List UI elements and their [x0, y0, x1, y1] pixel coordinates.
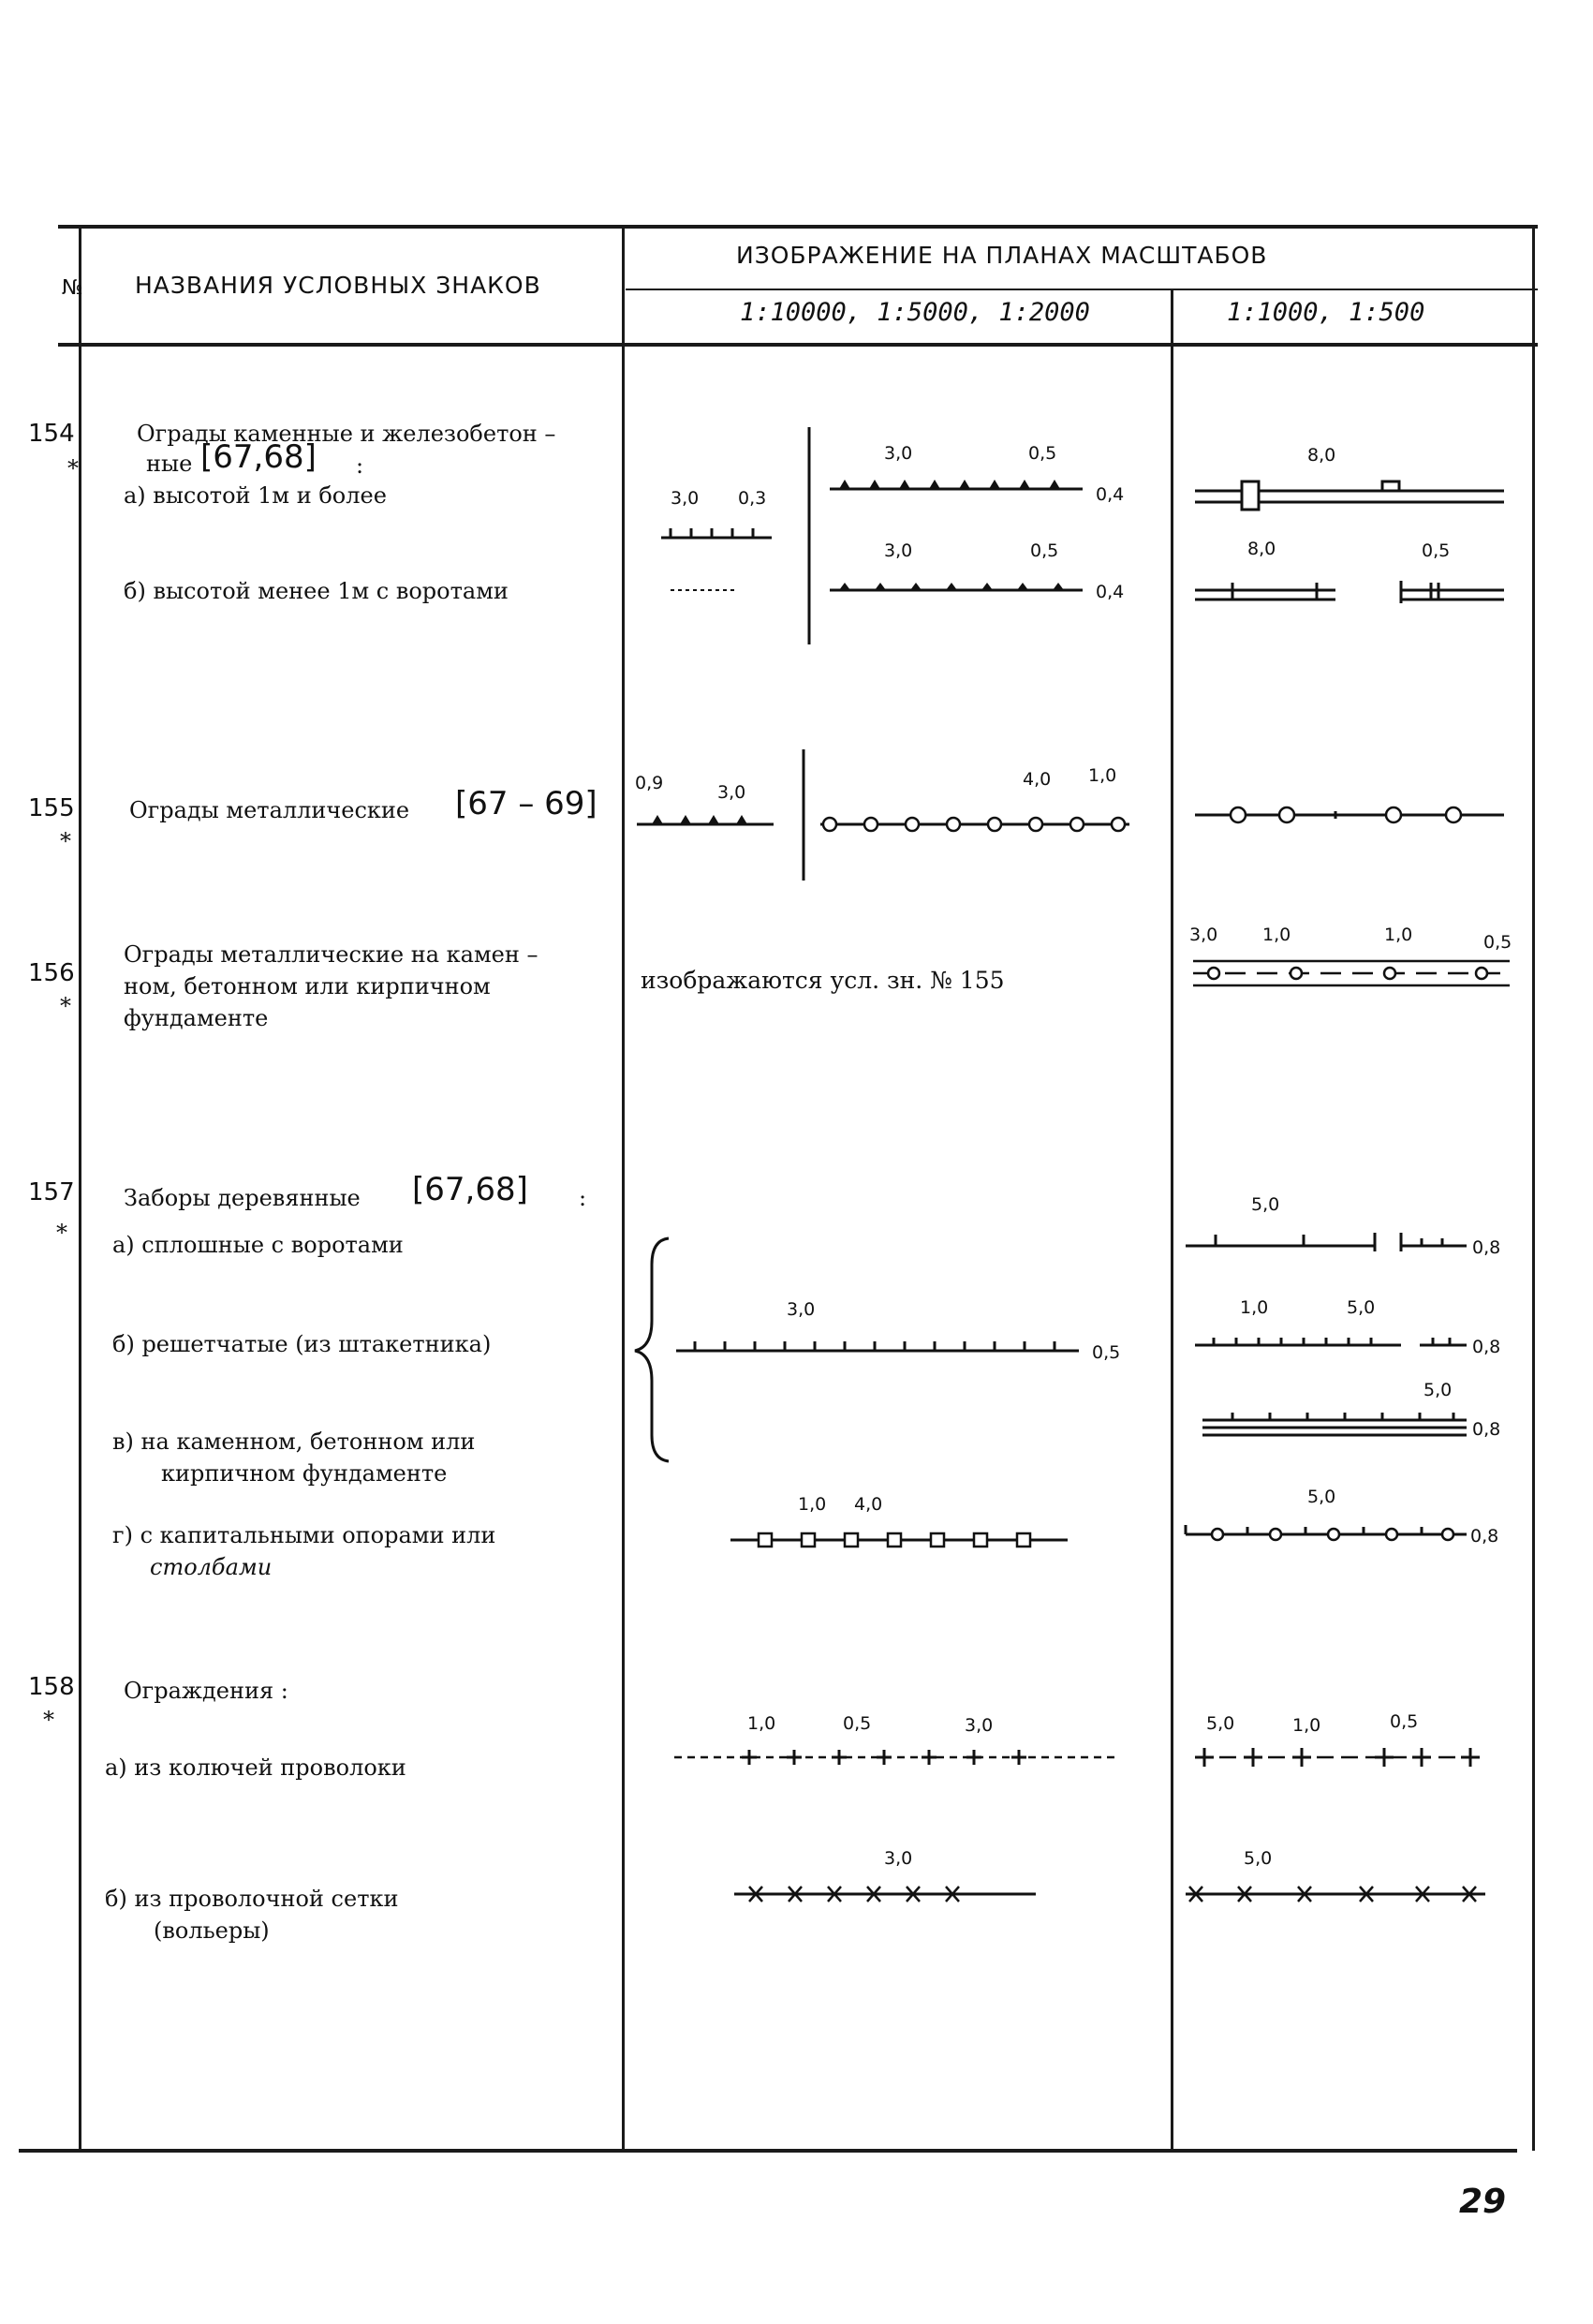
row-155-number: 155: [28, 794, 75, 822]
header-scale-large: 1:1000, 1:500: [1227, 298, 1425, 327]
dim-3-0: 3,0: [884, 1848, 913, 1869]
dim-0-8: 0,8: [1472, 1419, 1501, 1440]
row-157-cite: [67,68]: [412, 1171, 528, 1208]
row-157-abc-symbol-small: [626, 1227, 1169, 1471]
row-154-b: б) высотой менее 1м с воротами: [124, 578, 509, 604]
dim-1-0: 1,0: [798, 1494, 827, 1515]
row-157-colon: :: [579, 1185, 587, 1211]
table-top-border: [58, 225, 1538, 229]
dim-5-0: 5,0: [1423, 1380, 1453, 1400]
dim-1-0: 1,0: [1240, 1297, 1269, 1318]
dim-5-0: 5,0: [1206, 1713, 1235, 1734]
header-scale-small: 1:10000, 1:5000, 1:2000: [740, 298, 1090, 327]
brace: [635, 1238, 669, 1461]
dim-0-3: 0,3: [738, 488, 767, 509]
dim-1-0: 1,0: [747, 1713, 776, 1734]
row-157-star: *: [56, 1220, 67, 1246]
header-mid-rule: [626, 289, 1538, 290]
dim-0-8: 0,8: [1470, 1526, 1499, 1547]
col-rule-no: [79, 225, 81, 2151]
row-157-number: 157: [28, 1178, 75, 1206]
dim-0-4: 0,4: [1096, 582, 1125, 602]
row-158-b-1: б) из проволочной сетки: [105, 1886, 399, 1912]
row-155-title: Ограды металлические: [129, 797, 410, 823]
row-155-symbol-large: [1186, 787, 1513, 843]
row-157-b-symbol-large: [1176, 1285, 1532, 1360]
row-154-number: 154: [28, 420, 75, 448]
row-156-title-1: Ограды металлические на камен –: [124, 941, 538, 968]
header-bottom-rule: [58, 343, 1538, 347]
dim-8-0: 8,0: [1247, 539, 1276, 559]
row-156-star: *: [60, 993, 71, 1019]
row-156-note: изображаются усл. зн. № 155: [641, 967, 1005, 994]
table-right-border: [1532, 225, 1535, 2151]
dim-5-0: 5,0: [1347, 1297, 1376, 1318]
header-no: №: [62, 276, 84, 300]
table-bottom-border: [19, 2149, 1517, 2153]
dim-8-0: 8,0: [1307, 445, 1336, 466]
row-158-number: 158: [28, 1673, 75, 1701]
row-157-c-1: в) на каменном, бетонном или: [112, 1428, 476, 1455]
dim-0-5: 0,5: [1483, 932, 1512, 953]
row-154-a-symbol-large: [1186, 440, 1513, 515]
row-154-colon: :: [356, 452, 364, 479]
row-156-title-2: ном, бетонном или кирпичном: [124, 973, 491, 999]
dim-0-5: 0,5: [1030, 540, 1059, 561]
row-157-d-2: столбами: [150, 1554, 273, 1580]
dim-3-0: 3,0: [884, 443, 913, 464]
row-154-title-1: Ограды каменные и железобетон –: [137, 421, 556, 447]
dim-4-0: 4,0: [1023, 769, 1052, 790]
row-157-d-symbol-small: [712, 1482, 1086, 1557]
dim-3-0: 3,0: [787, 1299, 816, 1320]
dim-3-0: 3,0: [884, 540, 913, 561]
page-number: 29: [1459, 2183, 1507, 2221]
row-154-cite: [67,68]: [200, 438, 317, 476]
row-158-star: *: [43, 1707, 54, 1733]
header-names: НАЗВАНИЯ УСЛОВНЫХ ЗНАКОВ: [135, 272, 541, 299]
col-rule-scales: [1171, 289, 1173, 2151]
dim-3-0: 3,0: [671, 488, 700, 509]
dim-3-0: 3,0: [965, 1715, 994, 1736]
row-157-b: б) решетчатые (из штакетника): [112, 1331, 492, 1357]
dim-5-0: 5,0: [1251, 1194, 1280, 1215]
row-155-symbol-small: [633, 749, 1167, 881]
row-158-a-symbol-small: [656, 1705, 1124, 1780]
row-157-a: а) сплошные с воротами: [112, 1232, 404, 1258]
dim-3-0: 3,0: [1189, 925, 1218, 945]
dim-0-5: 0,5: [1092, 1342, 1121, 1363]
row-158-a: а) из колючей проволоки: [105, 1754, 406, 1781]
row-156-number: 156: [28, 959, 75, 987]
dim-1-0: 1,0: [1292, 1715, 1321, 1736]
row-154-title-2: ные: [146, 451, 193, 477]
row-158-title: Ограждения :: [124, 1678, 288, 1704]
dim-1-0: 1,0: [1088, 765, 1117, 786]
dim-1-0: 1,0: [1262, 925, 1291, 945]
row-154-b-symbol-small: [633, 534, 1167, 609]
dim-4-0: 4,0: [854, 1494, 883, 1515]
row-157-d-1: г) с капитальными опорами или: [112, 1522, 496, 1548]
col-rule-names: [622, 225, 625, 2151]
dim-0-8: 0,8: [1472, 1237, 1501, 1258]
row-154-a: а) высотой 1м и более: [124, 482, 387, 509]
dim-3-0: 3,0: [717, 782, 746, 803]
row-154-b-symbol-large: [1186, 534, 1513, 609]
dim-0-4: 0,4: [1096, 484, 1125, 505]
dim-1-0: 1,0: [1384, 925, 1413, 945]
row-157-a-symbol-large: [1176, 1188, 1532, 1263]
row-157-title: Заборы деревянные: [124, 1185, 361, 1211]
dim-0-5: 0,5: [1390, 1711, 1419, 1732]
row-158-b-symbol-large: [1176, 1842, 1523, 1917]
row-155-star: *: [60, 828, 71, 854]
row-157-d-symbol-large: [1176, 1476, 1532, 1551]
row-155-cite: [67 – 69]: [455, 785, 597, 822]
row-158-a-symbol-large: [1186, 1705, 1513, 1780]
dim-5-0: 5,0: [1244, 1848, 1273, 1869]
dim-5-0: 5,0: [1307, 1487, 1336, 1507]
dim-0-5: 0,5: [843, 1713, 872, 1734]
row-156-title-3: фундаменте: [124, 1005, 269, 1031]
dim-0-5: 0,5: [1422, 540, 1451, 561]
row-157-c-symbol-large: [1176, 1373, 1532, 1448]
row-156-symbol-large: [1186, 918, 1523, 993]
row-158-b-2: (вольеры): [154, 1917, 270, 1944]
row-158-b-symbol-small: [721, 1842, 1058, 1917]
dim-0-5: 0,5: [1028, 443, 1057, 464]
row-154-a-symbol-small: [633, 427, 1167, 549]
row-157-c-2: кирпичном фундаменте: [161, 1460, 448, 1487]
header-image: ИЗОБРАЖЕНИЕ НА ПЛАНАХ МАСШТАБОВ: [736, 242, 1268, 269]
dim-0-8: 0,8: [1472, 1337, 1501, 1357]
row-154-star: *: [67, 455, 79, 481]
dim-0-9: 0,9: [635, 773, 664, 793]
